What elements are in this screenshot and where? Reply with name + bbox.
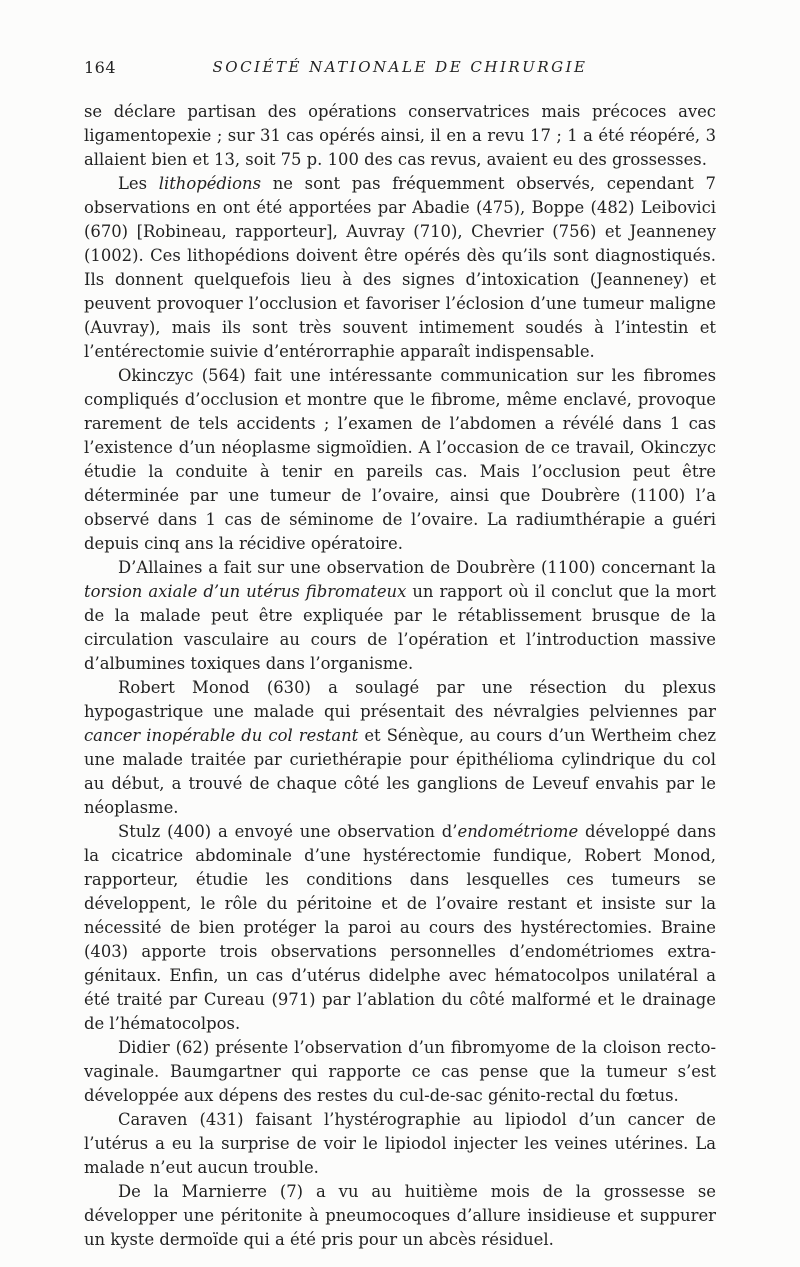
paragraph-text: De la Marnierre (7) a vu au huitième mois de la grossesse se développer une péritonite à pneumocoques d’allure insidieuse et suppurer un kyste dermoïde qui a été pris pour un abcès résiduel. xyxy=(84,1182,716,1249)
paragraph-text: Stulz (400) a envoyé une observation d’ xyxy=(118,822,458,841)
italic-term: lithopédions xyxy=(158,174,261,193)
paragraph-6 xyxy=(84,820,716,1036)
paragraph-text: Les xyxy=(118,174,159,193)
paragraph-text: Robert Monod (630) a soulagé par une résection du plexus hypogastrique une malade qui présentait des névralgies pelviennes par xyxy=(84,678,716,721)
italic-term: cancer inopérable du col restant xyxy=(84,726,359,745)
page-header xyxy=(84,58,716,82)
paragraph-9 xyxy=(84,1180,716,1252)
paragraph-3 xyxy=(84,364,716,556)
paragraph-4 xyxy=(84,556,716,676)
paragraph-text: et Sénèque, au cours d’un Wertheim chez une malade traitée par curiethérapie pour épithélioma cylindrique du col au début, a trouvé de chaque côté les ganglions de Leveuf envahis par le néoplasme. xyxy=(84,726,717,817)
running-head: SOCIÉTÉ NATIONALE DE CHIRURGIE xyxy=(212,58,588,76)
italic-term: torsion axiale d’un utérus fibromateux xyxy=(84,582,407,601)
paragraph-text: un rapport où il conclut que la mort de la malade peut être expliquée par le rétablissement brusque de la circulation vasculaire au cours de l’opération et l’introduction massive d’albumines toxiques dans l’organisme. xyxy=(84,582,716,673)
page-number: 164 xyxy=(84,58,117,77)
paragraph-1 xyxy=(84,100,716,172)
paragraph-text: Didier (62) présente l’observation d’un fibromyome de la cloison recto-vaginale. Baumgartner qui rapporte ce cas pense que la tumeur s’est développée aux dépens des restes du cul-de-sac génito-rectal du fœtus. xyxy=(84,1038,716,1105)
body-text xyxy=(84,100,716,1252)
paragraph-text: Caraven (431) faisant l’hystérographie au lipiodol d’un cancer de l’utérus a eu la surprise de voir le lipiodol injecter les veines utérines. La malade n’eut aucun trouble. xyxy=(84,1110,716,1177)
paragraph-7 xyxy=(84,1036,716,1108)
paragraph-text: D’Allaines a fait sur une observation de Doubrère (1100) concernant la xyxy=(118,558,716,577)
paragraph-text: se déclare partisan des opérations conservatrices mais précoces avec ligamentopexie ; sur 31 cas opérés ainsi, il en a revu 17 ; 1 a été réopéré, 3 allaient bien et 13, soit 75 p. 100 des cas revus, avaient eu des grossesses. xyxy=(84,102,716,169)
paragraph-2 xyxy=(84,172,716,364)
paragraph-text: Okinczyc (564) fait une intéressante communication sur les fibromes compliqués d’occlusion et montre que le fibrome, même enclavé, provoque rarement de tels accidents ; l’examen de l’abdomen a révélé dans 1 cas l’existence d’un néoplasme sigmoïdien. A l’occasion de ce travail, Okinczyc étudie la conduite à tenir en pareils cas. Mais l’occlusion peut être déterminée par une tumeur de l’ovaire, ainsi que Doubrère (1100) l’a observé dans 1 cas de séminome de l’ovaire. La radiumthérapie a guéri depuis cinq ans la récidive opératoire. xyxy=(84,366,716,553)
italic-term: endométriome xyxy=(457,822,579,841)
paragraph-5 xyxy=(84,676,716,820)
paragraph-8 xyxy=(84,1108,716,1180)
paragraph-text: développé dans la cicatrice abdominale d’une hystérectomie fundique, Robert Monod, rapporteur, étudie les conditions dans lesquelles ces tumeurs se développent, le rôle du péritoine et de l’ovaire restant et insiste sur la nécessité de bien protéger la paroi au cours des hystérectomies. Braine (403) apporte trois observations personnelles d’endométriomes extra-génitaux. Enfin, un cas d’utérus didelphe avec hématocolpos unilatéral a été traité par Cureau (971) par l’ablation du côté malformé et le drainage de l’hématocolpos. xyxy=(84,822,716,1033)
paragraph-text: ne sont pas fréquemment observés, cependant 7 observations en ont été apportées par Abadie (475), Boppe (482) Leibovici (670) [Robineau, rapporteur], Auvray (710), Chevrier (756) et Jeanneney (1002). Ces lithopédions doivent être opérés dès qu’ils sont diagnostiqués. Ils donnent quelquefois lieu à des signes d’intoxication (Jeanneney) et peuvent provoquer l’occlusion et favoriser l’éclosion d’une tumeur maligne (Auvray), mais ils sont très souvent intimement soudés à l’intestin et l’entérectomie suivie d’entérorraphie apparaît indispensable. xyxy=(84,174,716,361)
